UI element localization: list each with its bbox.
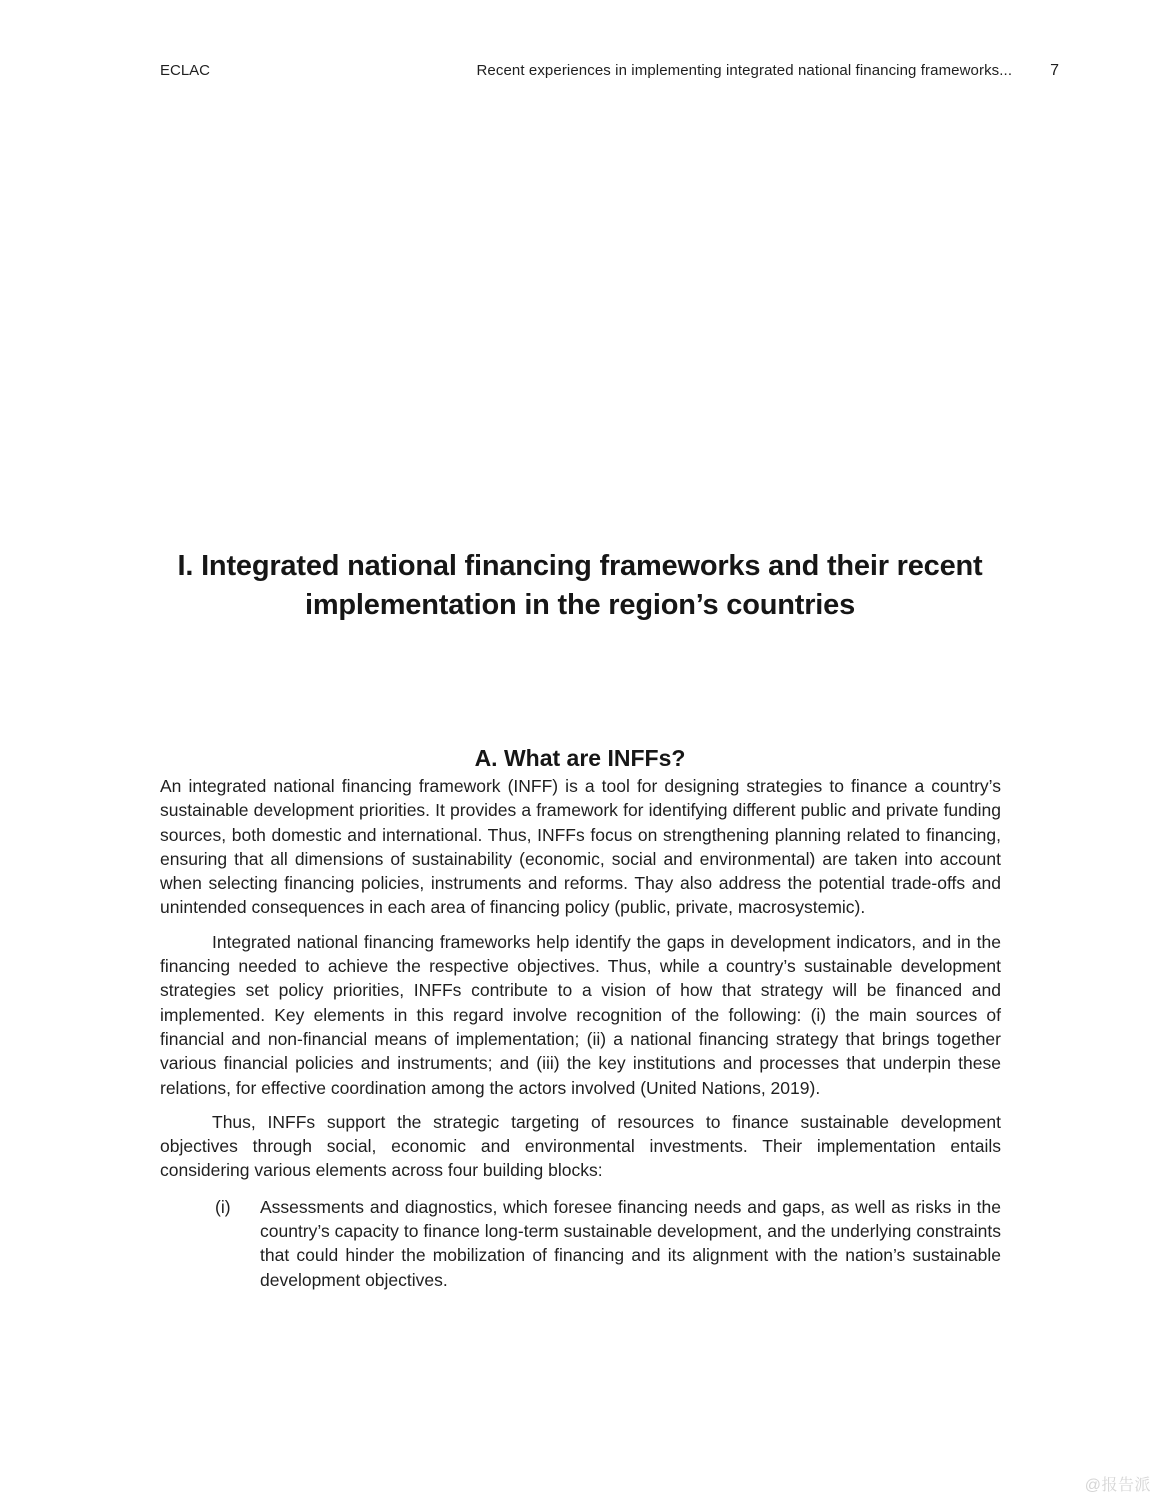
chapter-title: I. Integrated national financing frameworks and their recent implementation in the region’s countries — [177, 550, 983, 622]
header-right-group — [477, 62, 1060, 80]
header-publisher: ECLAC — [160, 62, 211, 79]
header-page-number: 7 — [1050, 62, 1059, 79]
paragraph-2: Integrated national financing frameworks help identify the gaps in development indicators, and in the financing needed to achieve the respective objectives. Thus, while a country’s sustainable development strategies set policy priorities, INFFs contribute to a vision of how that strategy will be financed and implemented. Key elements in this regard involve recognition of the following: (i) the main sources of financial and non-financial means of implementation; (ii) a national financing strategy that brings together various financial policies and instruments; and (iii) the key institutions and processes that underpin these relations, for effective coordination among the actors involved (United Nations, 2019). — [160, 931, 1001, 1098]
list-item — [160, 1195, 1001, 1292]
list-item-text: Assessments and diagnostics, which foresee financing needs and gaps, as well as risks in the country’s capacity to finance long-term sustainable development, and the underlying constraints that could hinder the mobilization of financing and its alignment with the nation’s sustainable development objectives. — [260, 1196, 1001, 1290]
paragraph-3: Thus, INFFs support the strategic targeting of resources to finance sustainable development objectives through social, economic and environmental investments. Their implementation entails considering various elements across four building blocks: — [160, 1111, 1001, 1181]
header-running-title: Recent experiences in implementing integrated national financing frameworks... — [476, 62, 1013, 79]
watermark: @报告派 — [1084, 1477, 1151, 1494]
body-text — [160, 774, 1001, 1292]
list-item-marker: (i) — [215, 1196, 231, 1217]
page-header — [160, 62, 1059, 80]
paragraph-1: An integrated national financing framework (INFF) is a tool for designing strategies to finance a country’s sustainable development priorities. It provides a framework for identifying different public and private funding sources, both domestic and international. Thus, INFFs focus on strengthening planning related to financing, ensuring that all dimensions of sustainability (economic, social and environmental) are taken into account when selecting financing policies, instruments and reforms. Thay also address the potential trade-offs and unintended consequences in each area of financing policy (public, private, macrosystemic). — [160, 776, 1001, 918]
section-heading: A. What are INFFs? — [474, 745, 686, 772]
